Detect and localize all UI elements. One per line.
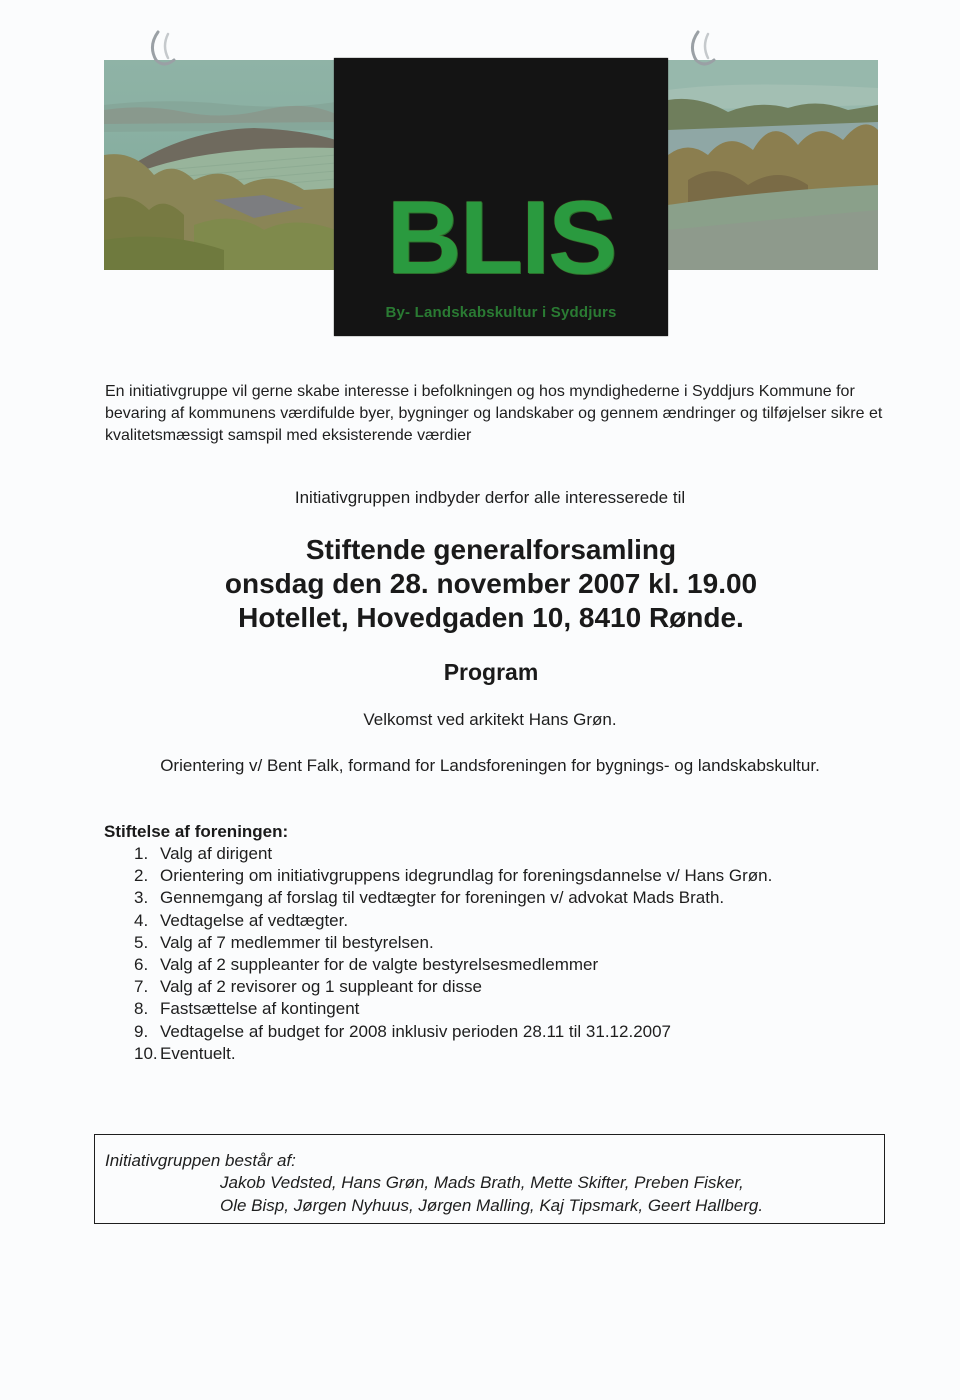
agenda-item: [104, 910, 884, 932]
agenda-text: Valg af 7 medlemmer til bestyrelsen.: [160, 932, 434, 952]
agenda-number: 3.: [134, 888, 149, 908]
agenda-text: Vedtagelse af budget for 2008 inklusiv perioden 28.11 til 31.12.2007: [160, 1021, 672, 1041]
agenda-number: 2.: [134, 866, 149, 886]
blis-logo: [334, 58, 668, 336]
agenda-item: [104, 976, 884, 998]
paperclip-icon: [688, 30, 722, 70]
founding-section: [104, 820, 884, 1065]
intro-paragraph: En initiativgruppe vil gerne skabe interesse i befolkningen og hos myndighederne i Syddjurs Kommune for bevaring af kommunens værdifulde byer, bygninger og landskaber og gennem ændringer og tilføjelser sikre et kvalitetsmæssigt samspil med eksisterende værdier: [105, 383, 883, 444]
agenda-number: 8.: [134, 999, 149, 1019]
agenda-number: 7.: [134, 977, 149, 997]
header-banner: [0, 0, 960, 340]
agenda-number: 5.: [134, 932, 149, 952]
program-title: Program: [443, 659, 539, 685]
agenda-text: Eventuelt.: [160, 1043, 236, 1063]
program-orientation: Orientering v/ Bent Falk, formand for Landsforeningen for bygnings- og landskabskultur.: [160, 756, 820, 775]
members-box: [94, 1134, 885, 1224]
invitation-text: Initiativgruppen indbyder derfor alle interesserede til: [294, 488, 686, 507]
agenda-list: [104, 843, 884, 1065]
agenda-item: [104, 1021, 884, 1043]
agenda-item: [104, 954, 884, 976]
agenda-number: 4.: [134, 910, 149, 930]
agenda-item: [104, 998, 884, 1020]
agenda-number: 6.: [134, 955, 149, 975]
headline-event: Stiftende generalforsamling: [305, 534, 677, 565]
logo-subtitle: By- Landskabskultur i Syddjurs: [385, 304, 617, 321]
agenda-text: Valg af dirigent: [160, 844, 273, 863]
agenda-text: Fastsættelse af kontingent: [160, 999, 360, 1019]
headline-location: Hotellet, Hovedgaden 10, 8410 Rønde.: [238, 602, 744, 633]
members-names-line-1: Jakob Vedsted, Hans Grøn, Mads Brath, Mette Skifter, Preben Fisker,: [220, 1173, 744, 1192]
agenda-item: [104, 865, 884, 887]
meeting-headline: [0, 533, 960, 635]
landscape-photo-left: [104, 60, 336, 270]
agenda-item: [104, 932, 884, 954]
agenda-item: [104, 843, 884, 865]
founding-title: Stiftelse af foreningen:: [104, 822, 289, 841]
members-label: Initiativgruppen består af:: [105, 1151, 296, 1170]
agenda-number: 10.: [134, 1043, 158, 1063]
agenda-text: Valg af 2 revisorer og 1 suppleant for disse: [160, 977, 482, 997]
agenda-text: Gennemgang af forslag til vedtægter for foreningen v/ advokat Mads Brath.: [160, 888, 725, 908]
logo-title: BLIS: [386, 180, 616, 296]
agenda-text: Valg af 2 suppleanter for de valgte bestyrelsesmedlemmer: [160, 955, 599, 975]
agenda-text: Vedtagelse af vedtægter.: [160, 910, 349, 930]
landscape-photo-right: [668, 60, 878, 270]
agenda-item: [104, 1043, 884, 1065]
paperclip-icon: [148, 30, 182, 70]
agenda-number: 9.: [134, 1021, 149, 1041]
agenda-item: [104, 887, 884, 909]
headline-datetime: onsdag den 28. november 2007 kl. 19.00: [224, 568, 758, 599]
agenda-text: Orientering om initiativgruppens idegrundlag for foreningsdannelse v/ Hans Grøn.: [160, 866, 773, 886]
program-welcome: Velkomst ved arkitekt Hans Grøn.: [363, 710, 617, 729]
members-names-line-2: Ole Bisp, Jørgen Nyhuus, Jørgen Malling, Kaj Tipsmark, Geert Hallberg.: [220, 1196, 764, 1215]
agenda-number: 1.: [134, 844, 149, 863]
